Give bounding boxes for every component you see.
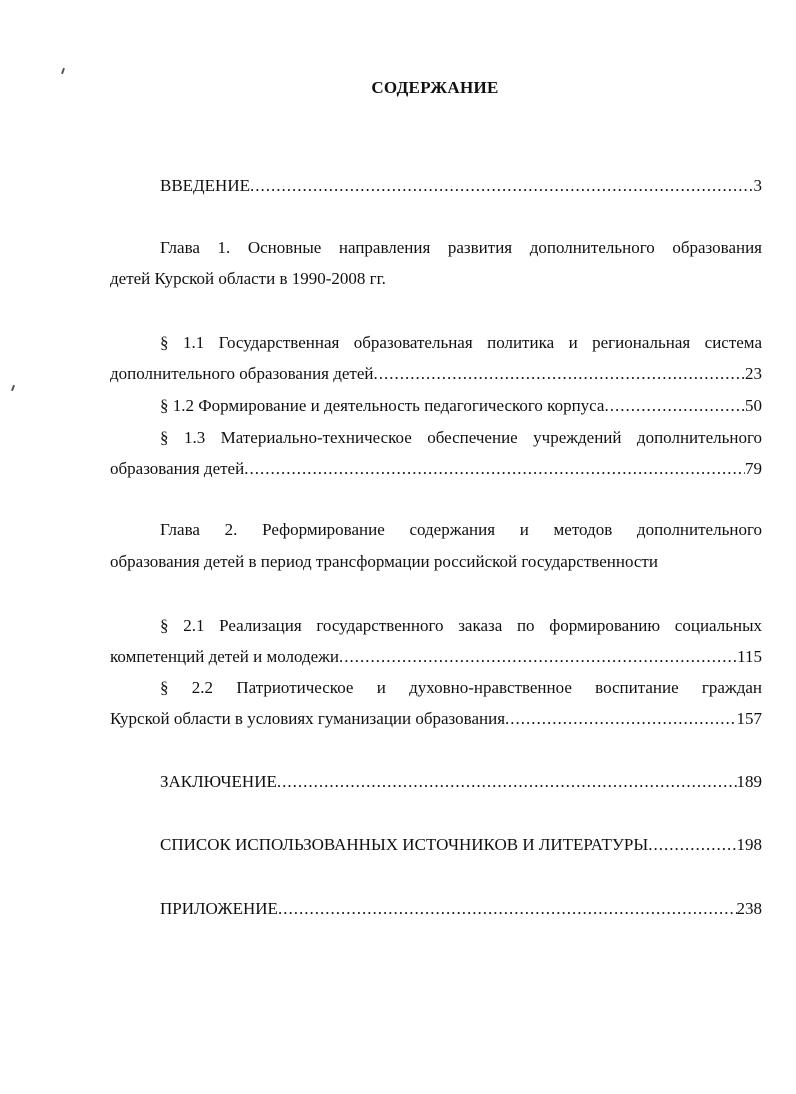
- page-number: 189: [736, 772, 762, 791]
- leader-dots: [277, 770, 737, 794]
- chapter-1-heading-line-2: детей Курской области в 1990-2008 гг.: [110, 269, 386, 288]
- leader-dots: [604, 394, 745, 418]
- toc-entry-text: ВВЕДЕНИЕ: [160, 176, 250, 195]
- section-1-1-line-1: § 1.1 Государственная образовательная политика и региональная система: [160, 333, 762, 352]
- page-number: 157: [736, 709, 762, 728]
- leader-dots: [250, 174, 754, 198]
- page-number: 198: [736, 835, 762, 854]
- chapter-1-heading-line-1: Глава 1. Основные направления развития дополнительного образования: [160, 238, 762, 257]
- chapter-2-heading-line-2: образования детей в период трансформации российской государственности: [110, 552, 658, 571]
- scan-speck: [61, 68, 65, 74]
- toc-entry-2-2: [110, 707, 762, 731]
- page-number: 115: [737, 647, 762, 666]
- toc-entry-2-1: [110, 645, 762, 669]
- toc-entry-sources: [160, 833, 762, 857]
- page-number: 238: [736, 899, 762, 918]
- toc-entry-appendix: [160, 897, 762, 921]
- toc-entry-text: § 1.2 Формирование и деятельность педагогического корпуса: [160, 396, 605, 415]
- toc-entry-text: ЗАКЛЮЧЕНИЕ: [160, 772, 277, 791]
- toc-entry-text: дополнительного образования детей: [110, 364, 374, 383]
- page-number: 79: [745, 459, 762, 478]
- leader-dots: [505, 707, 736, 731]
- leader-dots: [648, 833, 736, 857]
- section-2-2-line-1: § 2.2 Патриотическое и духовно-нравственное воспитание граждан: [160, 678, 762, 697]
- toc-entry-1-1: [110, 362, 762, 386]
- toc-entry-text: образования детей: [110, 459, 245, 478]
- chapter-2-heading-line-1: Глава 2. Реформирование содержания и методов дополнительного: [160, 520, 762, 539]
- page-number: 3: [753, 176, 762, 195]
- leader-dots: [278, 897, 737, 921]
- toc-entry-1-3: [110, 457, 762, 481]
- toc-entry-intro: [160, 174, 762, 198]
- scan-speck: [11, 385, 15, 391]
- page-number: 23: [745, 364, 762, 383]
- toc-entry-conclusion: [160, 770, 762, 794]
- leader-dots: [244, 457, 745, 481]
- toc-entry-text: ПРИЛОЖЕНИЕ: [160, 899, 278, 918]
- section-1-3-line-1: § 1.3 Материально-техническое обеспечение учреждений дополнительного: [160, 428, 762, 447]
- toc-entry-text: СПИСОК ИСПОЛЬЗОВАННЫХ ИСТОЧНИКОВ И ЛИТЕРАТУРЫ: [160, 835, 649, 854]
- page-title: СОДЕРЖАНИЕ: [371, 78, 499, 97]
- toc-entry-1-2: [160, 394, 762, 418]
- toc-entry-text: компетенций детей и молодежи: [110, 647, 340, 666]
- leader-dots: [374, 362, 746, 386]
- page-number: 50: [745, 396, 762, 415]
- toc-entry-text: Курской области в условиях гуманизации образования: [110, 709, 506, 728]
- section-2-1-line-1: § 2.1 Реализация государственного заказа по формированию социальных: [160, 616, 762, 635]
- leader-dots: [339, 645, 737, 669]
